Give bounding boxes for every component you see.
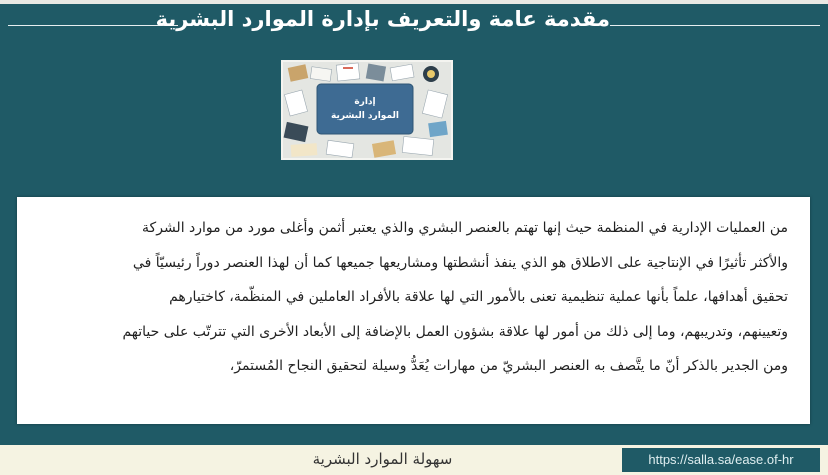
footer-brand: سهولة الموارد البشرية	[312, 450, 453, 468]
hero-text-line2: الموارد البشرية	[331, 111, 399, 121]
title-divider-left	[8, 25, 178, 26]
content-box	[17, 197, 810, 424]
paragraph-line: والأكثر تأثيرًا في الإنتاجية على الاطلاق هو الذي ينفذ أنشطتها ومشاريعها جميعها كما أن لهذا العنصر دوراً رئيسيّاً في	[132, 254, 788, 271]
hr-desk-illustration	[283, 62, 451, 158]
paragraph-line: ومن الجدير بالذكر أنّ ما يتَّصف به العنصر البشريّ من مهارات يُعَدُّ وسيلة لتحقيق النجاح المُستمرّ،	[229, 358, 788, 374]
footer-url-link[interactable]: https://salla.sa/ease.of-hr	[622, 448, 820, 472]
title-band	[0, 4, 828, 40]
footer	[0, 445, 828, 475]
hero-image	[281, 60, 453, 160]
title-divider-right	[610, 25, 820, 26]
paragraph-line: من العمليات الإدارية في المنظمة حيث إنها تهتم بالعنصر البشري والذي يعتبر أثمن وأغلى مورد من موارد الشركة	[142, 220, 788, 236]
hero-text-line1: إدارة	[354, 97, 376, 107]
paragraph-line: وتعيينهم، وتدريبهم، وما إلى ذلك من أمور لها علاقة بشؤون العمل بالإضافة إلى الأبعاد الأخرى التي تترتّب على حياتهم	[122, 323, 788, 340]
paragraph-line: تحقيق أهدافها، علماً بأنها عملية تنظيمية تعنى بالأمور التي لها علاقة بالأفراد العاملين في المنظّمة، كاختيارهم	[169, 289, 788, 305]
intro-paragraph	[39, 211, 788, 384]
page-title: مقدمة عامة والتعريف بإدارة الموارد البشرية	[155, 7, 610, 31]
